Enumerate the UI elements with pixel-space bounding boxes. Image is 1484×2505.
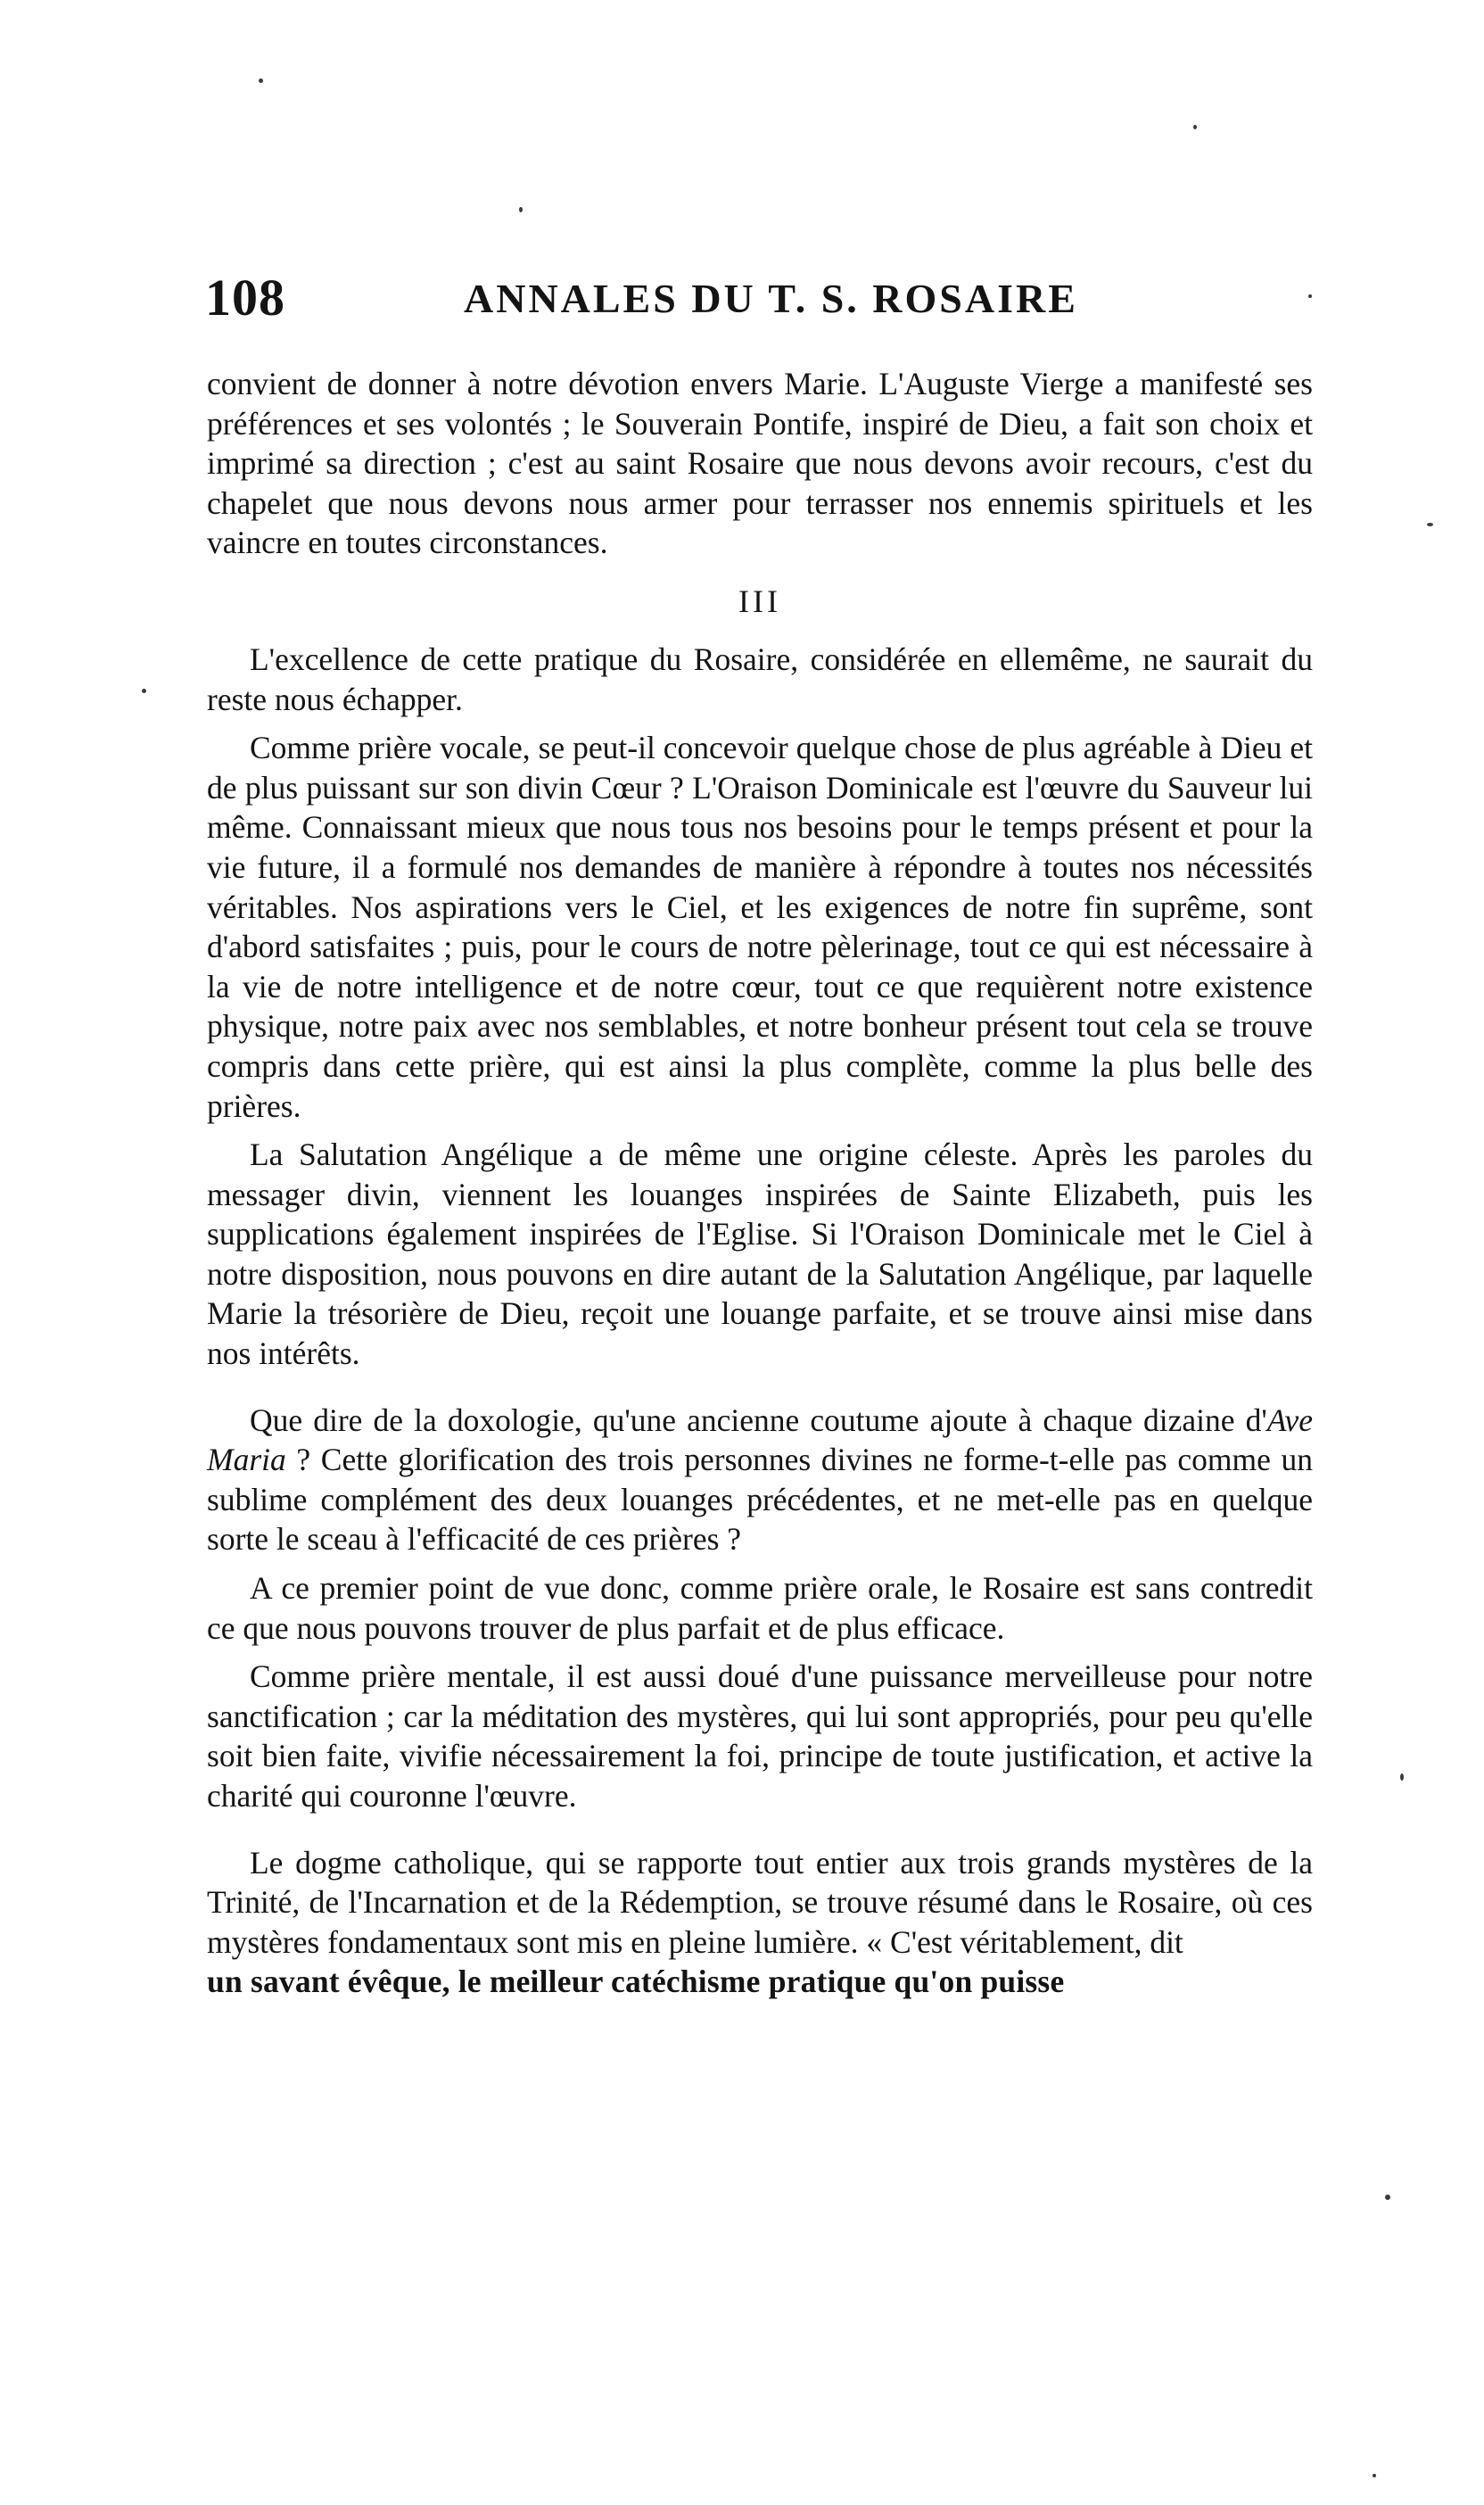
doxology-text-end: ? Cette glorification des trois personnes divines ne forme-t-elle pas comme un sublime complément des deux louanges précédentes, et ne met-elle pas en quelque sorte le sceau à l'efficacité de ces prières ? <box>207 1442 1313 1558</box>
paragraph-excellence: L'excellence de cette pratique du Rosaire, considérée en ellemême, ne saurait du reste nous échapper. <box>207 641 1313 717</box>
paragraph-vocal-prayer: Comme prière vocale, se peut-il concevoir quelque chose de plus agréable à Dieu et de plus puissant sur son divin Cœur ? L'Oraison Dominicale est l'œuvre du Sauveur lui même. Connaissant mieux que nous tous nos besoins pour le temps présent et pour la vie future, il a formulé nos demandes de manière à répondre à toutes nos nécessités véritables. Nos aspirations vers le Ciel, et les exigences de notre fin suprême, sont d'abord satisfaites ; puis, pour le cours de notre pèlerinage, tout ce qui est nécessaire à la vie de notre intelligence et de notre cœur, tout ce que requièrent notre existence physique, notre paix avec nos semblables, et notre bonheur présent tout cela se trouve compris dans cette prière, qui est ainsi la plus complète, comme la plus belle des prières. <box>207 730 1313 1124</box>
section-number: III <box>738 583 781 619</box>
paragraph-catholic-dogma <box>207 1843 1313 2002</box>
scan-speck <box>1193 125 1197 129</box>
scan-speck <box>1373 2474 1376 2477</box>
dogma-text: Le dogme catholique, qui se rapporte tout entier aux trois grands mystères de la Trinité, de l'Incarnation et de la Rédemption, se trouve résumé dans le Rosaire, où ces mystères fondamentaux sont mis en pleine lumière. « C'est véritablement, dit <box>207 1844 1313 1960</box>
dogma-last-line: un savant évêque, le meilleur catéchisme pratique qu'on puisse <box>207 1963 1065 2000</box>
body-text <box>207 364 1313 2002</box>
page-number: 108 <box>205 269 285 327</box>
scan-speck <box>142 689 146 693</box>
scan-speck <box>259 79 263 83</box>
paragraph-oral-prayer: A ce premier point de vue donc, comme prière orale, le Rosaire est sans contredit ce que nous pouvons trouver de plus parfait et de plus efficace. <box>207 1570 1313 1646</box>
scan-speck <box>1385 2195 1390 2200</box>
paragraph-mental-prayer: Comme prière mentale, il est aussi doué d'une puissance merveilleuse pour notre sanctification ; car la méditation des mystères, qui lui sont appropriés, pour peu qu'elle soit bien faite, vivifie nécessairement la foi, principe de toute justification, et active la charité qui couronne l'œuvre. <box>207 1658 1313 1814</box>
paragraph-continuation: convient de donner à notre dévotion envers Marie. L'Auguste Vierge a manifesté ses préférences et ses volontés ; le Souverain Pontife, inspiré de Dieu, a fait son choix et imprimé sa direction ; c'est au saint Rosaire que nous devons avoir recours, c'est du chapelet que nous devons nous armer pour terrasser nos ennemis spirituels et les vaincre en toutes circonstances. <box>207 366 1313 561</box>
scan-speck <box>519 207 523 212</box>
doxology-text-start: Que dire de la doxologie, qu'une ancienne coutume ajoute à chaque dizaine d' <box>250 1401 1267 1438</box>
page-header <box>205 268 1311 339</box>
paragraph-angelic-salutation: La Salutation Angélique a de même une origine céleste. Après les paroles du messager divin, viennent les louanges inspirées de Sainte Elizabeth, puis les supplications également inspirées de l'Eglise. Si l'Oraison Dominicale met le Ciel à notre disposition, nous pouvons en dire autant de la Salutation Angélique, par laquelle Marie la trésorière de Dieu, reçoit une louange parfaite, et se trouve ainsi mise dans nos intérêts. <box>207 1137 1313 1372</box>
doxology-italic-ave-maria: Ave Maria <box>207 1401 1313 1478</box>
scan-speck <box>1400 1773 1404 1781</box>
running-title: ANNALES DU T. S. ROSAIRE <box>464 276 1078 321</box>
paragraph-doxology <box>207 1401 1313 1559</box>
scan-speck <box>1427 523 1433 526</box>
